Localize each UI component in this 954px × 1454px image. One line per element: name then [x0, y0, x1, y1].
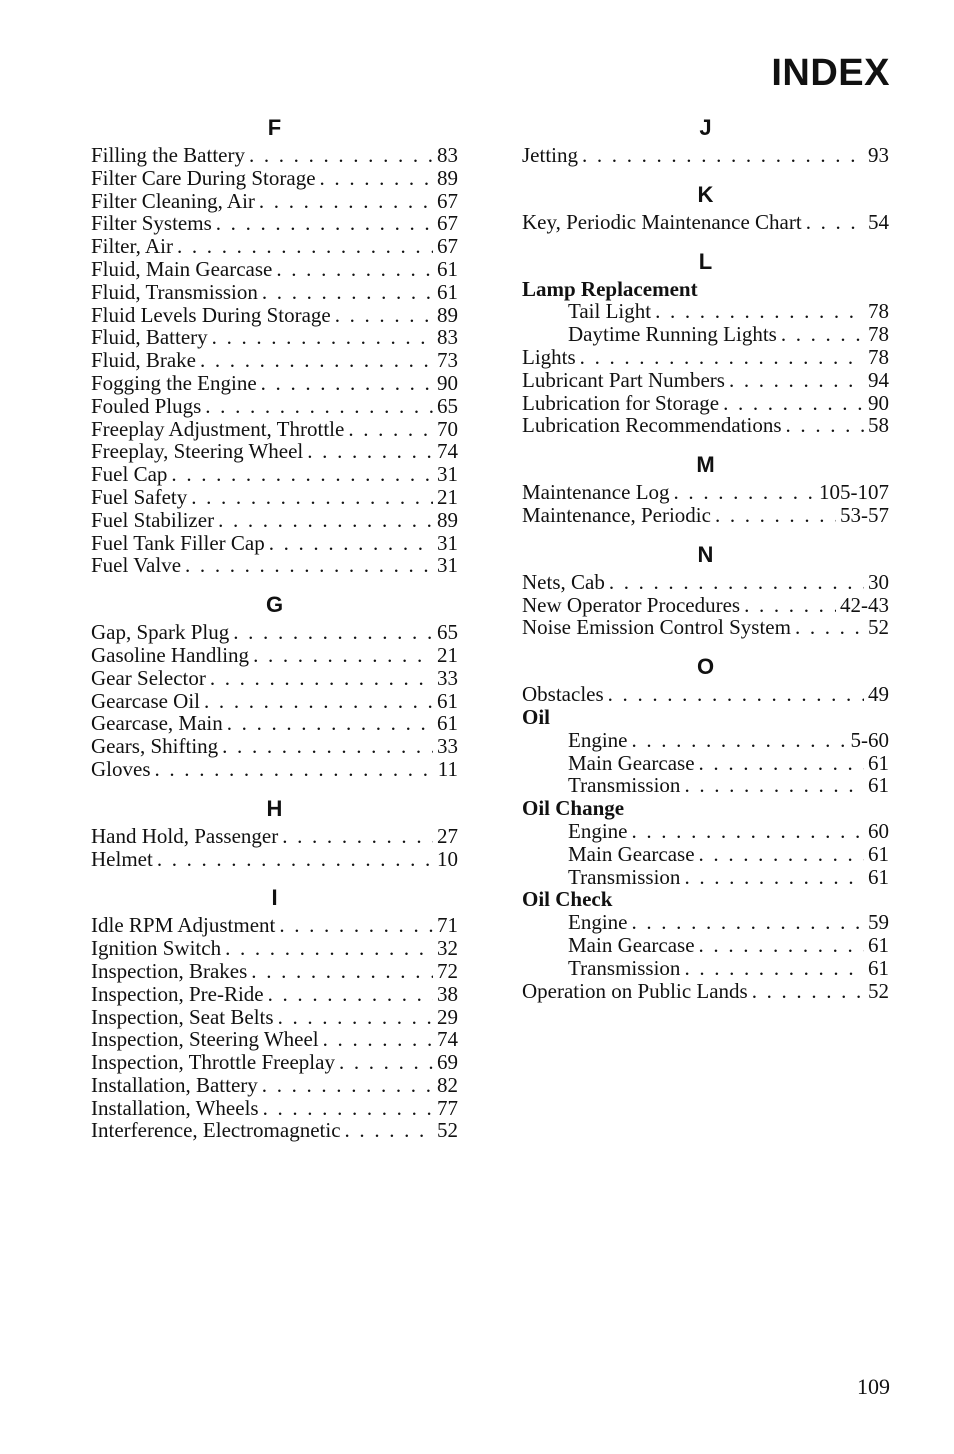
entry-label: Fluid, Transmission	[91, 279, 258, 304]
entry-label: Helmet	[91, 846, 153, 871]
entry-page: 105-107	[819, 480, 889, 505]
entry-page: 61	[437, 711, 458, 736]
entry-list	[91, 825, 458, 871]
index-entry	[91, 486, 458, 509]
index-section-j	[522, 112, 889, 167]
dot-leader	[699, 843, 864, 866]
dot-leader	[155, 758, 434, 781]
page-title: INDEX	[771, 52, 890, 94]
index-entry	[91, 281, 458, 304]
entry-page: 31	[437, 553, 458, 578]
entry-label: Key, Periodic Maintenance Chart	[522, 209, 802, 234]
entry-page: 21	[437, 642, 458, 667]
entry-label: Main Gearcase	[568, 932, 695, 957]
index-section-l	[522, 246, 889, 438]
index-entry	[91, 440, 458, 463]
dot-leader	[806, 211, 864, 234]
entry-label: Fuel Stabilizer	[91, 507, 215, 532]
index-sub-entry	[522, 820, 889, 843]
entry-label: Engine	[568, 910, 628, 935]
entry-page: 77	[437, 1095, 458, 1120]
entry-list	[91, 144, 458, 577]
entry-page: 11	[437, 756, 458, 781]
entry-page: 74	[437, 1027, 458, 1052]
index-entry	[91, 621, 458, 644]
index-sub-entry	[522, 300, 889, 323]
index-section-m	[522, 449, 889, 527]
entry-page: 32	[437, 936, 458, 961]
entry-heading: Oil Check	[522, 887, 613, 912]
entry-page: 74	[437, 439, 458, 464]
index-entry	[91, 1051, 458, 1074]
entry-label: Fluid, Brake	[91, 348, 196, 373]
entry-list	[91, 914, 458, 1142]
dot-leader	[262, 1074, 433, 1097]
entry-label: Transmission	[568, 864, 681, 889]
dot-leader	[261, 372, 433, 395]
entry-page: 69	[437, 1050, 458, 1075]
section-letter: O	[696, 654, 715, 680]
entry-label: Gloves	[91, 756, 151, 781]
entry-label: Engine	[568, 818, 628, 843]
dot-leader	[752, 980, 864, 1003]
index-entry	[522, 144, 889, 167]
index-entry	[522, 571, 889, 594]
index-section-h	[91, 793, 458, 871]
entry-page: 89	[437, 165, 458, 190]
entry-page: 67	[437, 234, 458, 259]
index-entry	[91, 190, 458, 213]
index-entry	[91, 509, 458, 532]
index-entry	[91, 258, 458, 281]
entry-label: Main Gearcase	[568, 750, 695, 775]
entry-page: 59	[868, 910, 889, 935]
entry-label: Filter Systems	[91, 211, 212, 236]
index-entry	[91, 848, 458, 871]
entry-page: 89	[437, 302, 458, 327]
sub-entry-list	[522, 820, 889, 888]
entry-page: 65	[437, 393, 458, 418]
index-entry	[522, 616, 889, 639]
entry-page: 52	[868, 978, 889, 1003]
dot-leader	[608, 683, 864, 706]
entry-page: 90	[868, 390, 889, 415]
dot-leader	[205, 395, 433, 418]
dot-leader	[631, 729, 846, 752]
dot-leader	[684, 957, 864, 980]
entry-label: Tail Light	[568, 299, 652, 324]
index-sub-entry	[522, 957, 889, 980]
entry-label: Filter Cleaning, Air	[91, 188, 255, 213]
dot-leader	[216, 212, 433, 235]
entry-label: Gap, Spark Plug	[91, 620, 230, 645]
entry-list	[522, 346, 889, 437]
entry-page: 94	[868, 367, 889, 392]
entry-page: 61	[868, 955, 889, 980]
dot-leader	[278, 1006, 433, 1029]
entry-page: 42-43	[840, 592, 889, 617]
entry-label: New Operator Procedures	[522, 592, 741, 617]
entry-page: 21	[437, 484, 458, 509]
dot-leader	[345, 1119, 433, 1142]
entry-page: 53-57	[840, 502, 889, 527]
section-letter: G	[265, 592, 284, 618]
entry-page: 70	[437, 416, 458, 441]
index-sub-entry	[522, 323, 889, 346]
entry-page: 67	[437, 211, 458, 236]
index-entry	[91, 326, 458, 349]
index-entry	[522, 392, 889, 415]
dot-leader	[348, 418, 433, 441]
entry-page: 61	[437, 256, 458, 281]
entry-label: Ignition Switch	[91, 936, 222, 961]
entry-page: 5-60	[850, 727, 889, 752]
index-entry	[91, 758, 458, 781]
dot-leader	[171, 463, 433, 486]
sub-entry-list	[522, 300, 889, 346]
index-entry	[91, 395, 458, 418]
entry-page: 61	[868, 932, 889, 957]
dot-leader	[276, 258, 433, 281]
dot-leader	[582, 144, 864, 167]
index-entry	[91, 914, 458, 937]
entry-label: Gears, Shifting	[91, 734, 219, 759]
dot-leader	[781, 323, 864, 346]
dot-leader	[307, 440, 433, 463]
dot-leader	[262, 281, 433, 304]
dot-leader	[339, 1051, 433, 1074]
dot-leader	[268, 983, 433, 1006]
index-entry	[91, 1028, 458, 1051]
entry-label: Gasoline Handling	[91, 642, 250, 667]
entry-label: Inspection, Steering Wheel	[91, 1027, 319, 1052]
entry-page: 61	[868, 750, 889, 775]
entry-label: Operation on Public Lands	[522, 978, 748, 1003]
entry-page: 31	[437, 530, 458, 555]
entry-page: 54	[868, 209, 889, 234]
entry-page: 78	[868, 299, 889, 324]
index-sub-entry	[522, 843, 889, 866]
dot-leader	[185, 554, 433, 577]
entry-page: 61	[437, 279, 458, 304]
entry-list	[522, 211, 889, 234]
dot-leader	[233, 621, 433, 644]
dot-leader	[177, 235, 433, 258]
entry-page: 90	[437, 370, 458, 395]
entry-page: 82	[437, 1072, 458, 1097]
entry-page: 10	[437, 846, 458, 871]
entry-heading: Oil Change	[522, 796, 625, 821]
entry-page: 61	[868, 864, 889, 889]
entry-label: Fluid, Main Gearcase	[91, 256, 273, 281]
index-section-n	[522, 539, 889, 639]
dot-leader	[218, 509, 433, 532]
dot-leader	[204, 690, 433, 713]
index-entry	[91, 554, 458, 577]
dot-leader	[222, 735, 433, 758]
entry-label: Filter Care During Storage	[91, 165, 316, 190]
entry-page: 78	[868, 344, 889, 369]
dot-leader	[225, 937, 433, 960]
index-entry	[522, 414, 889, 437]
entry-label: Installation, Battery	[91, 1072, 258, 1097]
index-entry	[91, 532, 458, 555]
dot-leader	[631, 820, 864, 843]
entry-label: Lights	[522, 344, 576, 369]
index-entry	[91, 983, 458, 1006]
index-entry	[91, 644, 458, 667]
entry-label: Daytime Running Lights	[568, 322, 777, 347]
index-entry	[91, 235, 458, 258]
entry-label: Lubricant Part Numbers	[522, 367, 725, 392]
entry-page: 30	[868, 569, 889, 594]
dot-leader	[786, 414, 864, 437]
entry-label: Filling the Battery	[91, 143, 245, 167]
index-sub-entry	[522, 774, 889, 797]
entry-label: Maintenance Log	[522, 480, 670, 505]
entry-label: Freeplay, Steering Wheel	[91, 439, 304, 464]
dot-leader	[335, 304, 433, 327]
entry-list	[91, 621, 458, 781]
entry-page: 61	[868, 841, 889, 866]
entry-label: Fuel Cap	[91, 462, 168, 487]
entry-page: 52	[437, 1118, 458, 1143]
entry-page: 61	[868, 773, 889, 798]
entry-label: Jetting	[522, 143, 578, 167]
entry-list	[522, 571, 889, 639]
entry-list	[522, 481, 889, 527]
section-letter: J	[699, 115, 712, 140]
sub-entry-list	[522, 729, 889, 797]
section-letter: H	[266, 795, 283, 821]
entry-page: 61	[437, 688, 458, 713]
index-entry	[91, 1006, 458, 1029]
index-entry	[91, 418, 458, 441]
entry-page: 89	[437, 507, 458, 532]
index-sub-entry	[522, 752, 889, 775]
entry-page: 38	[437, 981, 458, 1006]
dot-leader	[253, 644, 433, 667]
section-letter: I	[271, 885, 278, 911]
index-section-o	[522, 651, 889, 1002]
dot-leader	[655, 300, 864, 323]
index-section-f	[91, 112, 458, 577]
entry-page: 83	[437, 143, 458, 167]
entry-label: Inspection, Throttle Freeplay	[91, 1050, 335, 1075]
dot-leader	[580, 346, 864, 369]
entry-page: 78	[868, 322, 889, 347]
entry-label: Transmission	[568, 955, 681, 980]
entry-label: Idle RPM Adjustment	[91, 913, 276, 938]
index-entry	[91, 937, 458, 960]
index-entry	[522, 346, 889, 369]
index-sub-entry	[522, 729, 889, 752]
entry-label: Nets, Cab	[522, 569, 605, 594]
dot-leader	[744, 594, 836, 617]
entry-label: Inspection, Pre-Ride	[91, 981, 264, 1006]
dot-leader	[210, 667, 433, 690]
entry-page: 65	[437, 620, 458, 645]
index-entry	[522, 683, 889, 706]
dot-leader	[609, 571, 864, 594]
dot-leader	[282, 825, 433, 848]
index-entry	[91, 960, 458, 983]
index-entry	[91, 372, 458, 395]
entry-page: 29	[437, 1004, 458, 1029]
entry-heading: Oil	[522, 704, 551, 729]
section-letter: K	[697, 181, 714, 207]
dot-leader	[684, 866, 864, 889]
entry-label: Fuel Valve	[91, 553, 182, 578]
entry-label: Hand Hold, Passenger	[91, 823, 279, 848]
section-letter: L	[698, 248, 713, 274]
dot-leader	[227, 712, 433, 735]
entry-list	[522, 144, 889, 167]
dot-leader	[157, 848, 433, 871]
index-column-right	[522, 112, 889, 1014]
index-entry	[91, 690, 458, 713]
dot-leader	[251, 960, 433, 983]
dot-leader	[259, 190, 433, 213]
dot-leader	[323, 1028, 433, 1051]
index-entry	[91, 167, 458, 190]
dot-leader	[795, 616, 864, 639]
index-entry	[91, 667, 458, 690]
entry-label: Fuel Safety	[91, 484, 188, 509]
index-entry	[91, 1074, 458, 1097]
index-entry	[91, 212, 458, 235]
entry-page: 27	[437, 823, 458, 848]
entry-page: 49	[868, 682, 889, 707]
dot-leader	[320, 167, 433, 190]
dot-leader	[263, 1097, 433, 1120]
index-section-i	[91, 882, 458, 1142]
index-entry	[522, 504, 889, 527]
index-section-k	[522, 179, 889, 234]
dot-leader	[674, 481, 815, 504]
entry-page: 52	[868, 615, 889, 640]
entry-label: Engine	[568, 727, 628, 752]
dot-leader	[631, 911, 864, 934]
entry-label: Maintenance, Periodic	[522, 502, 711, 527]
index-entry	[91, 304, 458, 327]
entry-heading: Lamp Replacement	[522, 276, 698, 301]
index-entry	[522, 980, 889, 1003]
entry-page: 67	[437, 188, 458, 213]
entry-page: 31	[437, 462, 458, 487]
entry-label: Obstacles	[522, 682, 604, 707]
entry-label: Interference, Electromagnetic	[91, 1118, 341, 1143]
index-entry	[91, 144, 458, 167]
dot-leader	[723, 392, 864, 415]
entry-page: 71	[437, 913, 458, 938]
index-entry	[522, 369, 889, 392]
dot-leader	[212, 326, 433, 349]
dot-leader	[699, 934, 864, 957]
entry-label: Gear Selector	[91, 665, 206, 690]
entry-page: 33	[437, 734, 458, 759]
section-letter: F	[267, 115, 282, 140]
entry-page: 60	[868, 818, 889, 843]
index-entry	[91, 1097, 458, 1120]
entry-page: 83	[437, 325, 458, 350]
dot-leader	[715, 504, 836, 527]
dot-leader	[249, 144, 433, 167]
index-entry	[522, 481, 889, 504]
index-entry	[91, 349, 458, 372]
index-entry	[91, 825, 458, 848]
entry-label: Fuel Tank Filler Cap	[91, 530, 265, 555]
index-column-left	[91, 112, 458, 1154]
entry-page: 72	[437, 958, 458, 983]
entry-label: Fluid Levels During Storage	[91, 302, 331, 327]
entry-label: Transmission	[568, 773, 681, 798]
index-sub-entry	[522, 866, 889, 889]
entry-label: Gearcase Oil	[91, 688, 201, 713]
entry-label: Inspection, Seat Belts	[91, 1004, 274, 1029]
section-letter: M	[696, 452, 715, 478]
sub-entry-list	[522, 911, 889, 979]
entry-label: Inspection, Brakes	[91, 958, 248, 983]
index-entry	[91, 463, 458, 486]
entry-label: Filter, Air	[91, 234, 173, 259]
dot-leader	[279, 914, 433, 937]
entry-page: 33	[437, 665, 458, 690]
index-entry	[522, 594, 889, 617]
dot-leader	[200, 349, 433, 372]
entry-label: Lubrication Recommendations	[522, 413, 782, 438]
index-section-g	[91, 589, 458, 781]
dot-leader	[684, 774, 864, 797]
entry-page: 73	[437, 348, 458, 373]
entry-label: Gearcase, Main	[91, 711, 223, 736]
index-entry	[522, 211, 889, 234]
entry-label: Fouled Plugs	[91, 393, 202, 418]
entry-label: Noise Emission Control System	[522, 615, 791, 640]
entry-label: Installation, Wheels	[91, 1095, 259, 1120]
entry-page: 58	[868, 413, 889, 438]
dot-leader	[729, 369, 864, 392]
index-entry	[91, 712, 458, 735]
index-sub-entry	[522, 911, 889, 934]
entry-label: Lubrication for Storage	[522, 390, 720, 415]
entry-label: Main Gearcase	[568, 841, 695, 866]
dot-leader	[699, 752, 864, 775]
entry-page: 93	[868, 143, 889, 167]
index-entry	[91, 735, 458, 758]
entry-label: Fluid, Battery	[91, 325, 208, 350]
entry-label: Fogging the Engine	[91, 370, 257, 395]
section-letter: N	[697, 541, 714, 567]
entry-label: Freeplay Adjustment, Throttle	[91, 416, 345, 441]
dot-leader	[269, 532, 433, 555]
index-entry	[91, 1119, 458, 1142]
index-sub-entry	[522, 934, 889, 957]
page-number: 109	[857, 1374, 890, 1399]
dot-leader	[191, 486, 433, 509]
